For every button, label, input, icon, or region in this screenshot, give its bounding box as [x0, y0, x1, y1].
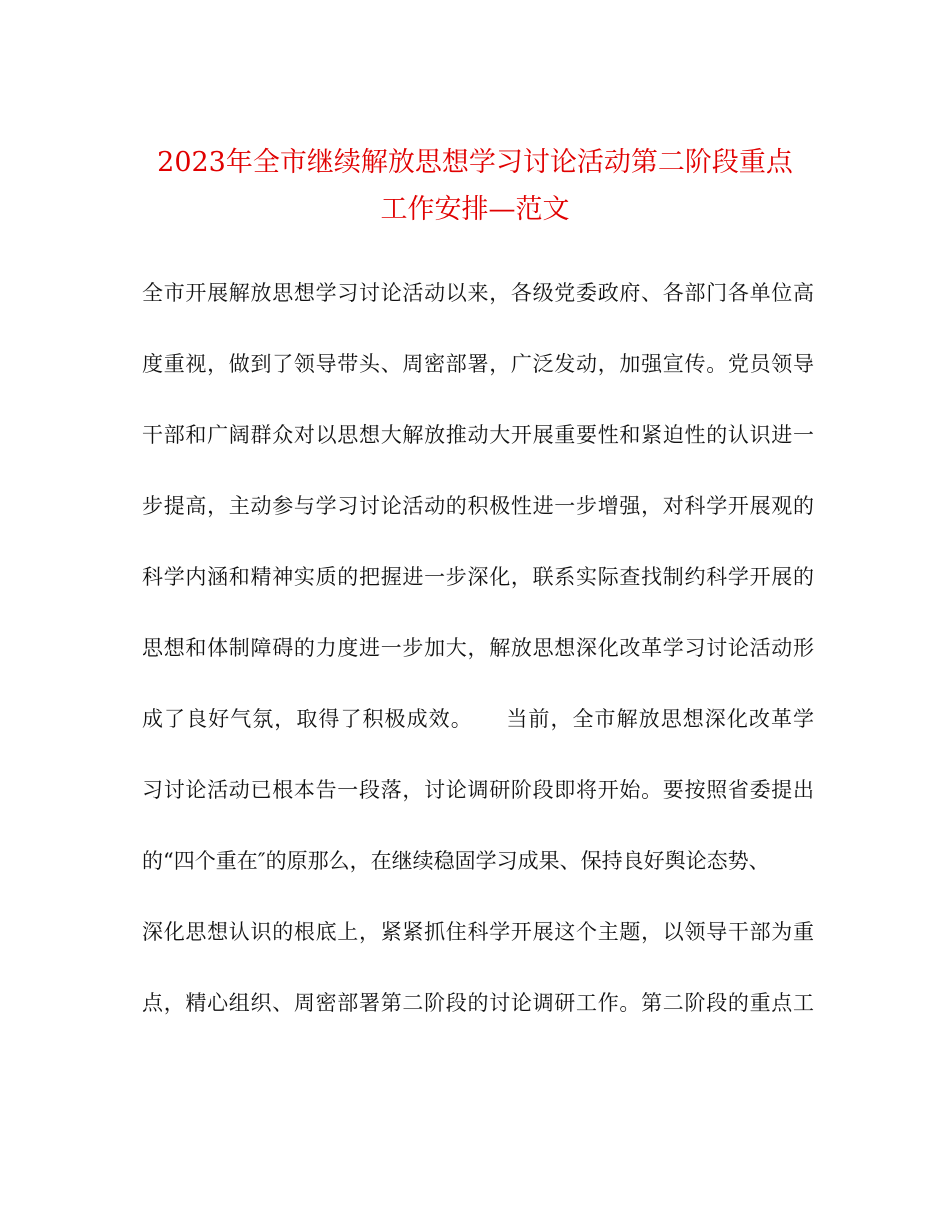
body-line: 习讨论活动已根本告一段落，讨论调研阶段即将开始。要按照省委提出: [142, 778, 814, 802]
body-line: 成了良好气氛，取得了积极成效。 当前，全市解放思想深化改革学: [142, 707, 814, 731]
document-title-line-1: 2023年全市继续解放思想学习讨论活动第二阶段重点: [157, 147, 793, 178]
body-line: 步提高，主动参与学习讨论活动的积极性进一步增强，对科学开展观的: [142, 494, 814, 518]
body-line: 科学内涵和精神实质的把握进一步深化，联系实际查找制约科学开展的: [142, 565, 814, 589]
body-line: 深化思想认识的根底上，紧紧抓住科学开展这个主题，以领导干部为重: [142, 920, 814, 944]
body-line: 点，精心组织、周密部署第二阶段的讨论调研工作。第二阶段的重点工: [142, 991, 814, 1015]
document-title-line-2: 工作安排—范文: [380, 194, 570, 225]
body-line: 干部和广阔群众对以思想大解放推动大开展重要性和紧迫性的认识进一: [142, 423, 814, 447]
body-line: 思想和体制障碍的力度进一步加大，解放思想深化改革学习讨论活动形: [142, 636, 814, 660]
body-line: 全市开展解放思想学习讨论活动以来，各级党委政府、各部门各单位高: [142, 281, 814, 305]
body-line: 的“四个重在″的原那么，在继续稳固学习成果、保持良好舆论态势、: [142, 849, 770, 873]
body-line: 度重视，做到了领导带头、周密部署，广泛发动，加强宣传。党员领导: [142, 352, 814, 376]
